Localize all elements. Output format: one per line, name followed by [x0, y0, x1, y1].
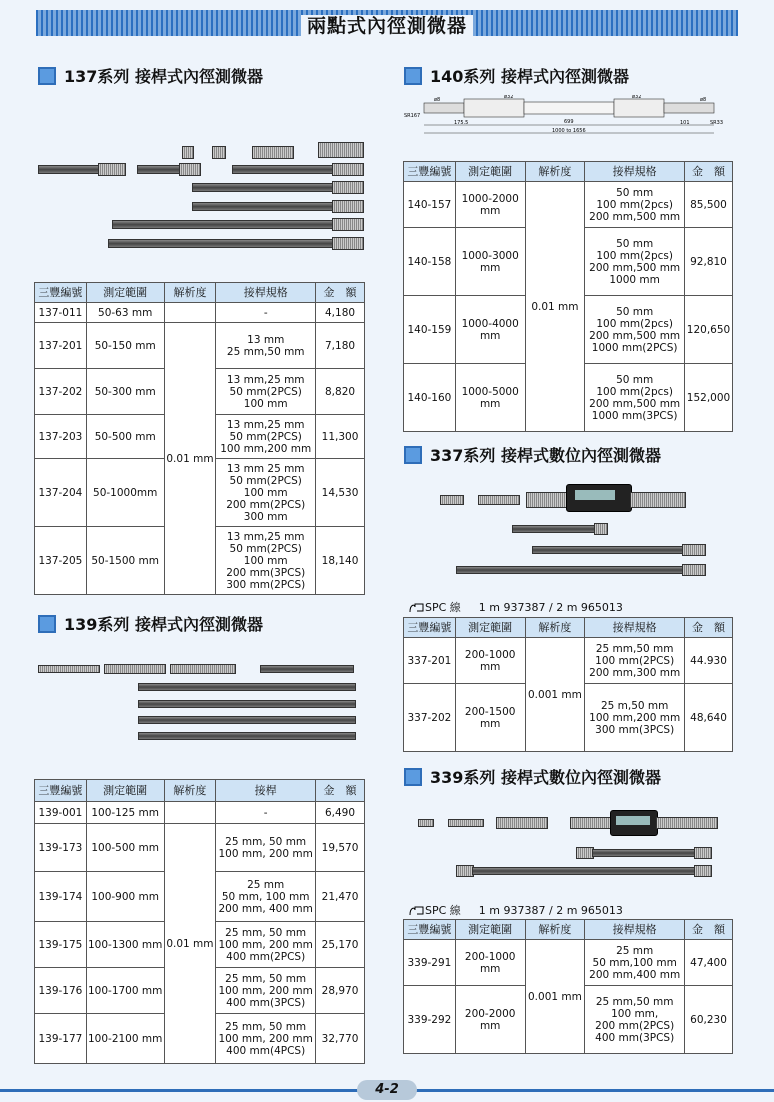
- cell-price: 85,500: [685, 182, 733, 228]
- cell-spec: [585, 296, 685, 364]
- page-title: 兩點式內徑測微器: [301, 15, 473, 37]
- micrometer-head: [38, 665, 100, 673]
- cell-code: 140-160: [404, 364, 456, 432]
- table-row: [404, 182, 733, 228]
- cell-spec: [585, 986, 685, 1054]
- knob-part: [682, 564, 706, 576]
- rod-part: [252, 146, 294, 159]
- cell-line: 200 mm(2PCS): [226, 498, 306, 511]
- cell-code: 137-204: [35, 459, 87, 527]
- digital-display-unit: [566, 484, 632, 512]
- cell-price: 21,470: [316, 872, 365, 922]
- cell-spec: [216, 415, 316, 459]
- cell-line: 200 mm,400 mm: [589, 968, 681, 981]
- cell-code: 337-201: [404, 638, 456, 684]
- header-range: 測定範圍: [455, 920, 525, 940]
- cell-code: 137-203: [35, 415, 87, 459]
- rod-part: [138, 732, 356, 740]
- cell-line: 25 mm: [247, 878, 285, 891]
- cell-price: 60,230: [685, 986, 733, 1054]
- cell-line: 400 mm(4PCS): [226, 1044, 306, 1057]
- cell-spec: [216, 802, 316, 824]
- cell-spec: [216, 824, 316, 872]
- spc-cable-note-339: SPC 線 1 m 937387 / 2 m 965013: [409, 902, 623, 918]
- cell-line: 25 mm,50 mm: [595, 995, 674, 1008]
- cell-line: mm: [479, 397, 501, 410]
- header-code: 三豐編號: [35, 283, 87, 303]
- cell-code: 139-177: [35, 1014, 87, 1064]
- cell-line: 100 mm(2PCS): [595, 654, 675, 667]
- cell-range: [455, 296, 525, 364]
- cell-resolution-empty: [164, 802, 216, 824]
- cell-code: 137-205: [35, 527, 87, 595]
- section-140-title: 140系列 接桿式內徑測微器: [404, 64, 629, 87]
- cell-price: 11,300: [316, 415, 365, 459]
- rod-part: [570, 817, 612, 829]
- rod-part: [456, 566, 684, 574]
- cell-range: 100-1300 mm: [86, 922, 164, 968]
- cell-range: 100-2100 mm: [86, 1014, 164, 1064]
- cell-line: 13 mm,25 mm: [226, 530, 305, 543]
- cell-line: 25 mm, 50 mm: [225, 926, 307, 939]
- anvil-part: [212, 146, 226, 159]
- micrometer-head: [526, 492, 568, 508]
- cell-resolution: 0.01 mm: [164, 824, 216, 1064]
- cell-code: 140-159: [404, 296, 456, 364]
- cell-line: 100 mm: [243, 554, 288, 567]
- cell-line: 100 mm, 200 mm: [218, 1032, 313, 1045]
- cell-line: 1000-2000: [461, 192, 519, 205]
- table-row: [35, 802, 365, 824]
- cell-price: 4,180: [316, 303, 365, 323]
- cell-line: 50 mm: [616, 373, 654, 386]
- rod-part: [38, 165, 100, 174]
- cell-resolution: 0.01 mm: [525, 182, 585, 432]
- header-resolution: 解析度: [525, 618, 585, 638]
- cell-line: 50 mm: [616, 305, 654, 318]
- knob-part: [332, 218, 364, 231]
- cell-line: 25 mm, 50 mm: [225, 835, 307, 848]
- header-spec: 接桿規格: [585, 920, 685, 940]
- cell-price: 19,570: [316, 824, 365, 872]
- cell-line: 400 mm(3PCS): [226, 996, 306, 1009]
- cell-line: mm: [479, 329, 501, 342]
- drawing-label: ø32: [632, 95, 642, 100]
- cell-line: 25 m,50 mm: [600, 699, 669, 712]
- cell-price: 8,820: [316, 369, 365, 415]
- page-number: 4-2: [357, 1080, 417, 1100]
- header-resolution: 解析度: [164, 780, 216, 802]
- drawing-label: 1000 to 1656: [552, 128, 586, 134]
- cell-range: [455, 364, 525, 432]
- cell-price: 18,140: [316, 527, 365, 595]
- drawing-label: 101: [680, 120, 690, 126]
- section-square-icon: [38, 67, 56, 85]
- section-square-icon: [404, 67, 422, 85]
- cell-price: 47,400: [685, 940, 733, 986]
- rod-part: [170, 664, 236, 674]
- cell-spec: [216, 303, 316, 323]
- cell-range: [455, 986, 525, 1054]
- cell-spec: [585, 364, 685, 432]
- cell-line: 300 mm: [243, 510, 288, 523]
- cell-line: 100 mm,: [611, 1007, 659, 1020]
- knob-part: [682, 544, 706, 556]
- table-140: [403, 161, 733, 432]
- cell-line: 100 mm: [243, 397, 288, 410]
- cell-line: 13 mm 25 mm: [226, 462, 305, 475]
- cell-range: [455, 940, 525, 986]
- cell-price: 28,970: [316, 968, 365, 1014]
- thimble: [630, 492, 686, 508]
- cell-line: 50 mm(2PCS): [229, 542, 302, 555]
- knob-part: [694, 847, 712, 859]
- header-price: 金 額: [685, 162, 733, 182]
- rod-part: [260, 665, 354, 673]
- cell-line: 200 mm,500 mm: [589, 210, 681, 223]
- cell-spec: [585, 182, 685, 228]
- cell-line: mm: [479, 962, 501, 975]
- cell-code: 337-202: [404, 684, 456, 752]
- cell-line: 200 mm,500 mm: [589, 397, 681, 410]
- cable-icon: [409, 904, 425, 916]
- cell-line: 300 mm(2PCS): [226, 578, 306, 591]
- header-range: 測定範圍: [86, 780, 164, 802]
- cell-range: [455, 182, 525, 228]
- cell-line: 13 mm: [247, 333, 285, 346]
- drawing-label: ø8: [434, 97, 441, 103]
- cell-line: -: [263, 306, 268, 319]
- cell-spec: [585, 228, 685, 296]
- header-resolution: 解析度: [164, 283, 216, 303]
- cell-line: 25 mm,50 mm: [226, 345, 305, 358]
- cell-line: 50 mm(2PCS): [229, 474, 302, 487]
- header-price: 金 額: [685, 920, 733, 940]
- table-row: [404, 940, 733, 986]
- cell-line: 100 mm: [243, 486, 288, 499]
- header-code: 三豐編號: [404, 618, 456, 638]
- cell-range: [455, 228, 525, 296]
- cell-line: 13 mm,25 mm: [226, 373, 305, 386]
- cell-price: 14,530: [316, 459, 365, 527]
- table-row: [35, 323, 365, 369]
- thimble: [656, 817, 718, 829]
- cell-line: 25 mm,50 mm: [595, 642, 674, 655]
- cell-line: mm: [479, 660, 501, 673]
- cell-line: mm: [479, 717, 501, 730]
- cell-line: 1000-3000: [461, 249, 519, 262]
- cell-range: [455, 684, 525, 752]
- cell-resolution: 0.001 mm: [525, 638, 585, 752]
- cell-line: 300 mm(3PCS): [595, 723, 675, 736]
- cell-line: 50 mm,100 mm: [592, 956, 677, 969]
- section-337-title: 337系列 接桿式數位內徑測微器: [404, 443, 661, 466]
- table-337: [403, 617, 733, 752]
- cell-line: 50 mm: [616, 237, 654, 250]
- anvil-part: [418, 819, 434, 827]
- knob-part: [332, 163, 364, 176]
- cable-icon: [409, 601, 425, 613]
- header-code: 三豐編號: [404, 920, 456, 940]
- cell-price: 32,770: [316, 1014, 365, 1064]
- cell-range: 50-300 mm: [86, 369, 164, 415]
- cell-line: -: [263, 806, 268, 819]
- cell-line: 200-1000: [464, 648, 516, 661]
- drawing-label: SR33: [710, 120, 724, 126]
- knob-part: [694, 865, 712, 877]
- page-banner: [0, 10, 774, 36]
- header-price: 金 額: [316, 283, 365, 303]
- cell-line: 100 mm(2pcs): [596, 385, 673, 398]
- cell-code: 139-176: [35, 968, 87, 1014]
- section-139-title: 139系列 接桿式內徑測微器: [38, 612, 263, 635]
- drawing-label: 699: [564, 119, 574, 125]
- cell-line: 100 mm, 200 mm: [218, 984, 313, 997]
- cell-line: 50 mm(2PCS): [229, 430, 302, 443]
- cell-code: 139-001: [35, 802, 87, 824]
- table-row: [35, 824, 365, 872]
- cell-code: 140-157: [404, 182, 456, 228]
- table-339: [403, 919, 733, 1054]
- cell-range: [455, 638, 525, 684]
- rod-part: [108, 239, 334, 248]
- drawing-label: ø8: [700, 97, 707, 103]
- anvil-part: [182, 146, 194, 159]
- cell-price: 152,000: [685, 364, 733, 432]
- cell-line: 100 mm, 200 mm: [218, 938, 313, 951]
- spc-cable-note-337: SPC 線 1 m 937387 / 2 m 965013: [409, 599, 623, 615]
- cell-range: 50-150 mm: [86, 323, 164, 369]
- cell-line: 200 mm(2PCS): [595, 1019, 675, 1032]
- header-range: 測定範圍: [455, 618, 525, 638]
- section-square-icon: [404, 768, 422, 786]
- cell-line: mm: [479, 204, 501, 217]
- header-spec: 接桿規格: [216, 283, 316, 303]
- header-spec: 接桿規格: [585, 618, 685, 638]
- cell-line: 1000 mm(2PCS): [591, 341, 678, 354]
- cell-code: 139-175: [35, 922, 87, 968]
- cell-spec: [216, 922, 316, 968]
- knob-part: [98, 163, 126, 176]
- cell-price: 7,180: [316, 323, 365, 369]
- cell-code: 140-158: [404, 228, 456, 296]
- header-resolution: 解析度: [525, 920, 585, 940]
- knob-part: [332, 181, 364, 194]
- cell-line: 400 mm(2PCS): [226, 950, 306, 963]
- cell-line: 200 mm(3PCS): [226, 566, 306, 579]
- cell-code: 339-292: [404, 986, 456, 1054]
- drawing-label: ø32: [504, 95, 514, 100]
- micrometer-head: [496, 817, 548, 829]
- cell-line: 200-2000: [464, 1007, 516, 1020]
- rod-part: [472, 867, 696, 875]
- knob-part: [179, 163, 201, 176]
- rod-part: [138, 716, 356, 724]
- cell-code: 339-291: [404, 940, 456, 986]
- rod-part: [137, 165, 181, 174]
- table-139: [34, 779, 365, 1064]
- rod-part: [592, 849, 696, 857]
- cell-line: 1000 mm: [609, 273, 660, 286]
- cell-spec: [585, 684, 685, 752]
- micrometer-head: [318, 142, 364, 158]
- cell-range: 100-500 mm: [86, 824, 164, 872]
- rod-part: [192, 183, 334, 192]
- cell-range: 50-1500 mm: [86, 527, 164, 595]
- cell-range: 50-500 mm: [86, 415, 164, 459]
- header-range: 測定範圍: [455, 162, 525, 182]
- lcd-screen: [575, 490, 615, 500]
- cell-line: 1000-4000: [461, 317, 519, 330]
- cell-line: 25 mm, 50 mm: [225, 972, 307, 985]
- header-price: 金 額: [685, 618, 733, 638]
- cell-price: 44.930: [685, 638, 733, 684]
- cell-price: 92,810: [685, 228, 733, 296]
- cell-line: 200 mm, 400 mm: [218, 902, 313, 915]
- knob-part: [332, 237, 364, 250]
- cell-line: 1000-5000: [461, 385, 519, 398]
- cell-spec: [585, 638, 685, 684]
- cell-range: 100-1700 mm: [86, 968, 164, 1014]
- cell-resolution: 0.001 mm: [525, 940, 585, 1054]
- cell-line: mm: [479, 1019, 501, 1032]
- table-row: [35, 303, 365, 323]
- header-resolution: 解析度: [525, 162, 585, 182]
- rod-part: [232, 165, 334, 174]
- cell-line: 200-1000: [464, 950, 516, 963]
- cell-line: 1000 mm(3PCS): [591, 409, 678, 422]
- cell-price: 6,490: [316, 802, 365, 824]
- table-137: [34, 282, 365, 595]
- cell-spec: [216, 323, 316, 369]
- drawing-label: 175.5: [454, 120, 469, 126]
- anvil-part: [440, 495, 464, 505]
- table-row: [404, 638, 733, 684]
- cell-spec: [216, 369, 316, 415]
- cell-line: 200-1500: [464, 705, 516, 718]
- cell-price: 48,640: [685, 684, 733, 752]
- rod-part: [512, 525, 596, 533]
- cell-line: 100 mm, 200 mm: [218, 847, 313, 860]
- cell-resolution: 0.01 mm: [164, 323, 216, 595]
- cell-line: 200 mm,300 mm: [589, 666, 681, 679]
- cell-spec: [216, 872, 316, 922]
- cell-spec: [216, 1014, 316, 1064]
- cell-line: 50 mm: [616, 186, 654, 199]
- cell-line: 25 mm, 50 mm: [225, 1020, 307, 1033]
- cell-line: 100 mm(2pcs): [596, 317, 673, 330]
- cell-line: 50 mm(2PCS): [229, 385, 302, 398]
- cell-line: 200 mm,500 mm: [589, 261, 681, 274]
- cell-line: 400 mm(3PCS): [595, 1031, 675, 1044]
- cell-line: 13 mm,25 mm: [226, 418, 305, 431]
- rod-part: [532, 546, 684, 554]
- header-spec: 接桿規格: [585, 162, 685, 182]
- cell-code: 137-202: [35, 369, 87, 415]
- cell-spec: [216, 527, 316, 595]
- cell-code: 139-173: [35, 824, 87, 872]
- section-square-icon: [404, 446, 422, 464]
- drawing-label: SR167: [404, 113, 421, 119]
- digital-display-unit: [610, 810, 658, 836]
- cell-spec: [216, 968, 316, 1014]
- cell-line: 100 mm(2pcs): [596, 249, 673, 262]
- dimension-drawing-140: [404, 95, 726, 145]
- cell-code: 137-011: [35, 303, 87, 323]
- header-range: 測定範圍: [86, 283, 164, 303]
- header-price: 金 額: [316, 780, 365, 802]
- cell-line: 200 mm,500 mm: [589, 329, 681, 342]
- cell-line: 100 mm,200 mm: [589, 711, 681, 724]
- cell-line: mm: [479, 261, 501, 274]
- rod-part: [192, 202, 334, 211]
- cell-spec: [216, 459, 316, 527]
- cell-line: 50 mm, 100 mm: [221, 890, 310, 903]
- rod-part: [448, 819, 484, 827]
- lcd-screen: [616, 816, 650, 825]
- cell-resolution-empty: [164, 303, 216, 323]
- cell-price: 120,650: [685, 296, 733, 364]
- section-square-icon: [38, 615, 56, 633]
- cell-line: 100 mm,200 mm: [220, 442, 312, 455]
- rod-part: [112, 220, 334, 229]
- header-code: 三豐編號: [404, 162, 456, 182]
- cell-range: 100-900 mm: [86, 872, 164, 922]
- cell-price: 25,170: [316, 922, 365, 968]
- cell-code: 139-174: [35, 872, 87, 922]
- header-spec: 接桿: [216, 780, 316, 802]
- knob-part: [332, 200, 364, 213]
- rod-part: [138, 700, 356, 708]
- cell-range: 50-63 mm: [86, 303, 164, 323]
- cell-range: 100-125 mm: [86, 802, 164, 824]
- micrometer-head: [104, 664, 166, 674]
- rod-part: [138, 683, 356, 691]
- page-footer: [0, 1080, 774, 1102]
- cell-range: 50-1000mm: [86, 459, 164, 527]
- cell-spec: [585, 940, 685, 986]
- section-339-title: 339系列 接桿式數位內徑測微器: [404, 765, 661, 788]
- cell-line: 100 mm(2pcs): [596, 198, 673, 211]
- header-code: 三豐編號: [35, 780, 87, 802]
- section-137-title: 137系列 接桿式內徑測微器: [38, 64, 263, 87]
- cell-line: 25 mm: [616, 944, 654, 957]
- rod-part: [478, 495, 520, 505]
- knob-part: [594, 523, 608, 535]
- cell-code: 137-201: [35, 323, 87, 369]
